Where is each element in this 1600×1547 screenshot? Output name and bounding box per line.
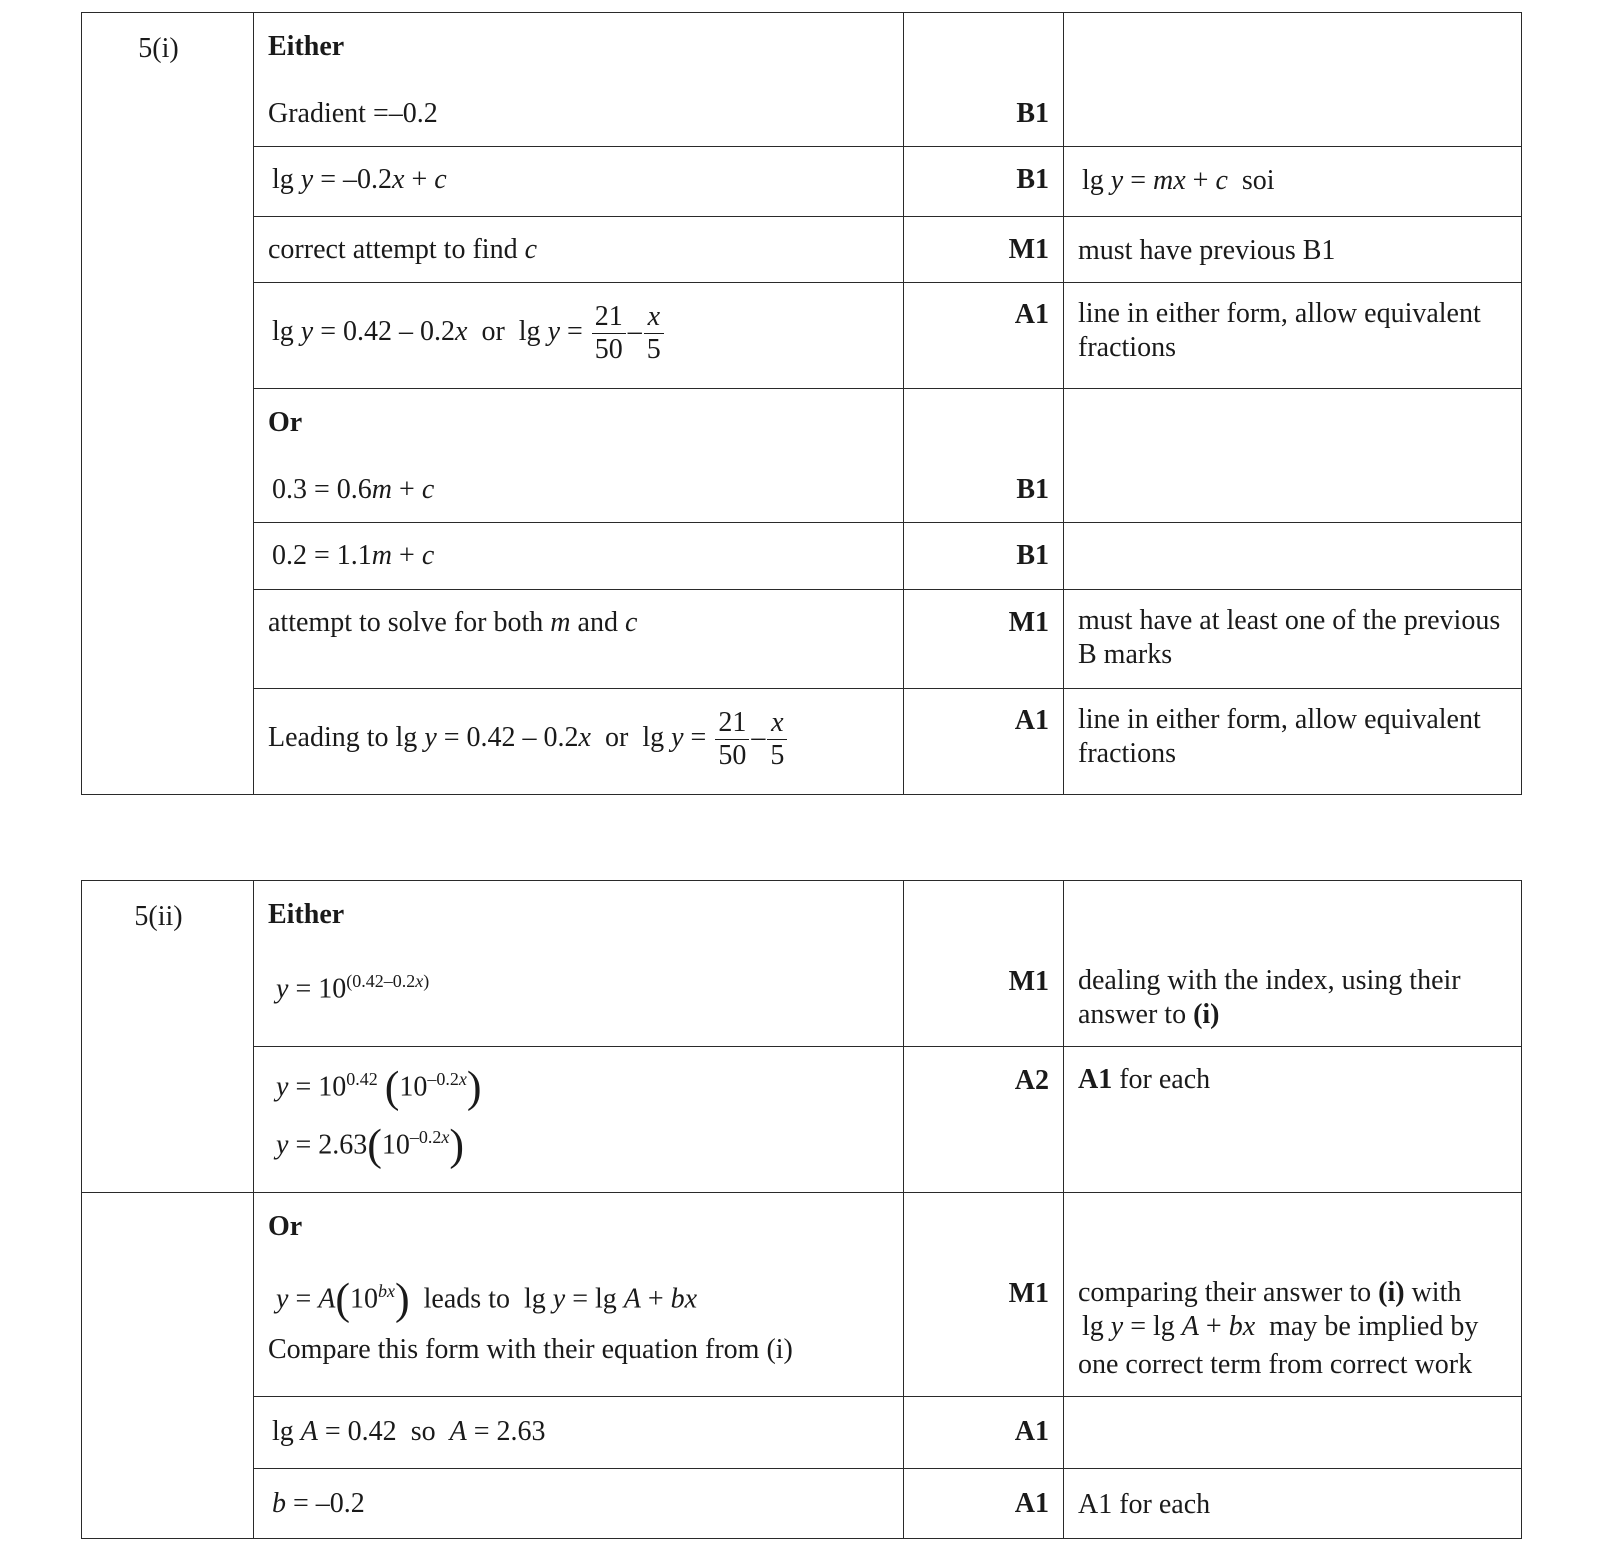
fraction: $\frac{x}{5}$	[644, 301, 664, 366]
question-number: 5(i)	[82, 13, 254, 795]
guidance-cell	[1064, 523, 1522, 590]
table-row	[82, 1469, 1522, 1539]
table-row	[82, 389, 1522, 523]
equation-line: b = –0.2	[272, 1488, 365, 1519]
equation-line: $y = 10^{0.42}$ $(10^{-0.2x})$	[276, 1062, 482, 1112]
working-cell	[254, 881, 904, 1047]
either-label: Either	[268, 31, 345, 62]
mark-cell: A1	[904, 689, 1064, 795]
guidance-text: lg y = mx + c soi	[1082, 165, 1275, 196]
fraction: $\frac{21}{50}$	[715, 707, 749, 772]
working-text: attempt to solve for both m and c	[268, 607, 638, 638]
table-row	[82, 217, 1522, 283]
compare-text: Compare this form with their equation from (i)	[268, 1334, 793, 1365]
mark-cell: B1	[904, 13, 1064, 147]
question-number: 5(ii)	[82, 881, 254, 1193]
mark-cell: B1	[904, 389, 1064, 523]
guidance-cell: must have at least one of the previous B marks	[1064, 590, 1522, 689]
guidance-cell: A1 for each	[1064, 1469, 1522, 1539]
table-row	[82, 590, 1522, 689]
working-cell	[254, 1193, 904, 1397]
table-row	[82, 1047, 1522, 1193]
working-cell	[254, 1397, 904, 1469]
question-number-empty	[82, 1193, 254, 1539]
guidance-cell	[1064, 881, 1522, 1047]
table-row	[82, 13, 1522, 147]
working-text: correct attempt to find c	[268, 234, 538, 265]
mark-cell: M1	[904, 217, 1064, 283]
table-row	[82, 1193, 1522, 1397]
guidance-cell: line in either form, allow equivalent fractions	[1064, 283, 1522, 389]
gradient-text: Gradient =–0.2	[268, 98, 438, 129]
guidance-cell: line in either form, allow equivalent fractions	[1064, 689, 1522, 795]
mark-cell: A2	[904, 1047, 1064, 1193]
either-label: Either	[268, 899, 345, 930]
mark-cell: A1	[904, 1397, 1064, 1469]
equation-line: lg y = 0.42 – 0.2x or lg y = $\frac{21}{50}$ – $\frac{x}{5}$	[272, 301, 666, 366]
fraction: $\frac{x}{5}$	[767, 707, 787, 772]
table-row	[82, 283, 1522, 389]
working-cell	[254, 147, 904, 217]
guidance-cell	[1064, 389, 1522, 523]
guidance-cell	[1064, 1193, 1522, 1397]
guidance-text: comparing their answer to (i) with	[1078, 1277, 1462, 1308]
equation-line: $y = 2.63(10^{-0.2x})$	[276, 1120, 465, 1170]
mark-cell: A1	[904, 1469, 1064, 1539]
guidance-cell	[1064, 1047, 1522, 1193]
mark-scheme-table-part-i	[81, 12, 1522, 795]
guidance-cell: must have previous B1	[1064, 217, 1522, 283]
mark-scheme-table-part-ii	[81, 880, 1522, 1539]
equation-line: $y = 10^{(0.42-0.2x)}$	[276, 971, 430, 1005]
working-cell	[254, 590, 904, 689]
guidance-text: A1 for each	[1078, 1064, 1211, 1095]
equation-line: 0.2 = 1.1m + c	[272, 540, 435, 571]
guidance-text: dealing with the index, using their answer to (i)	[1078, 965, 1461, 1030]
mark-cell: M1	[904, 1193, 1064, 1397]
mark-cell: B1	[904, 523, 1064, 590]
working-cell	[254, 13, 904, 147]
mark-cell: M1	[904, 590, 1064, 689]
equation-line: lg A = 0.42 so A = 2.63	[272, 1416, 546, 1447]
guidance-text: lg y = lg A + bx may be implied by	[1082, 1311, 1479, 1342]
guidance-cell	[1064, 147, 1522, 217]
working-cell	[254, 523, 904, 590]
working-cell	[254, 389, 904, 523]
working-cell	[254, 217, 904, 283]
guidance-text: one correct term from correct work	[1078, 1349, 1473, 1380]
table-row	[82, 689, 1522, 795]
fraction: $\frac{21}{50}$	[592, 301, 626, 366]
table-row	[82, 1397, 1522, 1469]
equation-lg-y: lg y = –0.2x + c	[272, 164, 447, 195]
mark-cell: M1	[904, 881, 1064, 1047]
working-cell	[254, 689, 904, 795]
working-cell	[254, 1047, 904, 1193]
equation-line: Leading to lg y = 0.42 – 0.2x or lg y = $\frac{21}{50}$ – $\frac{x}{5}$	[268, 707, 789, 772]
or-label: Or	[268, 1211, 303, 1242]
guidance-cell	[1064, 13, 1522, 147]
working-cell	[254, 283, 904, 389]
table-row	[82, 881, 1522, 1047]
mark-cell: B1	[904, 147, 1064, 217]
equation-line: $y = A(10^{bx})$ leads to lg y = lg A + bx	[276, 1274, 698, 1324]
table-row	[82, 523, 1522, 590]
mark-cell: A1	[904, 283, 1064, 389]
guidance-cell	[1064, 1397, 1522, 1469]
working-cell	[254, 1469, 904, 1539]
equation-line: 0.3 = 0.6m + c	[272, 474, 435, 505]
or-label: Or	[268, 407, 303, 438]
table-row	[82, 147, 1522, 217]
